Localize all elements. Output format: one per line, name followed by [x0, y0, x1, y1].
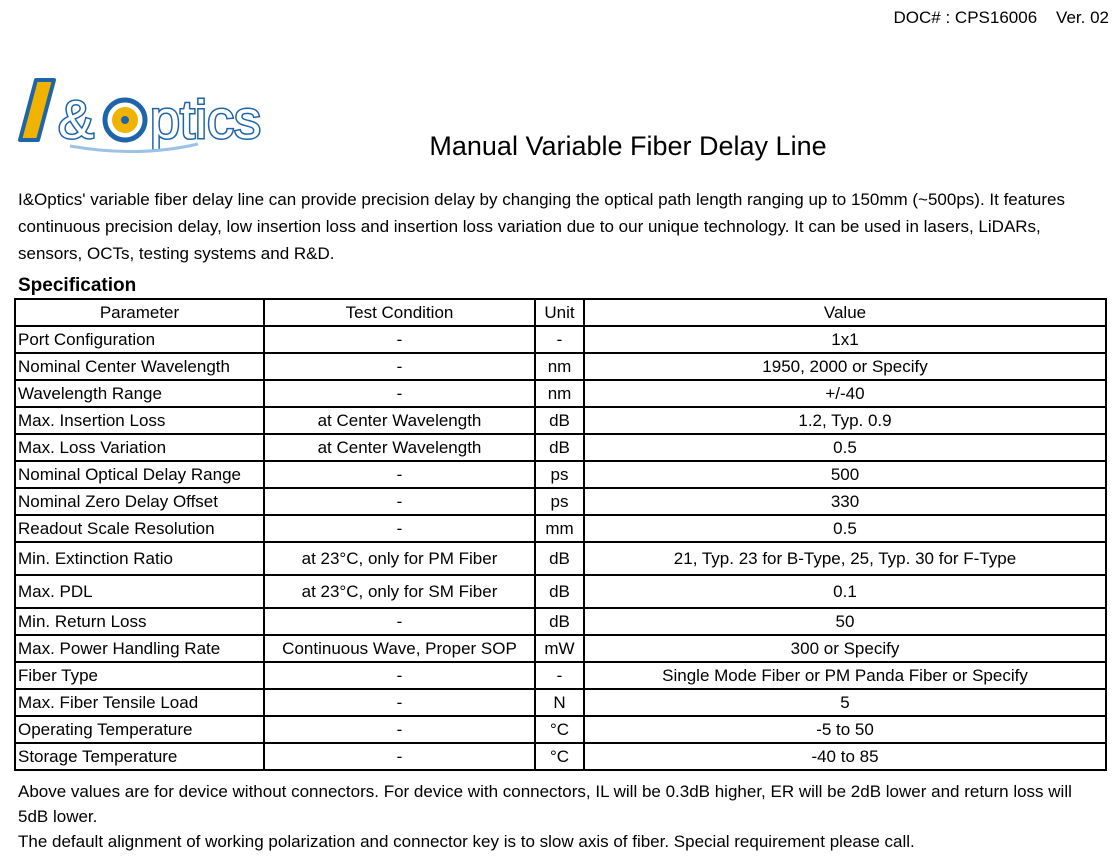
table-row: [15, 461, 1106, 488]
table-row: [15, 407, 1106, 434]
cell-value: 330: [584, 488, 1106, 515]
cell-parameter: Fiber Type: [15, 662, 264, 689]
svg-text:ptics: ptics: [150, 90, 262, 150]
table-row: [15, 326, 1106, 353]
table-row: [15, 716, 1106, 743]
page-title: Manual Variable Fiber Delay Line: [429, 131, 827, 161]
cell-parameter: Readout Scale Resolution: [15, 515, 264, 542]
cell-value: 1950, 2000 or Specify: [584, 353, 1106, 380]
intro-paragraph: I&Optics' variable fiber delay line can provide precision delay by changing the optical path length ranging up to 150mm (~500ps). It features continuous precision delay, low insertion loss and insertion loss variation due to our unique technology. It can be used in lasers, LiDARs, sensors, OCTs, testing systems and R&D.: [18, 190, 1066, 263]
cell-value: -40 to 85: [584, 743, 1106, 770]
specification-heading: Specification: [18, 275, 137, 296]
cell-unit: °C: [535, 716, 584, 743]
table-row: [15, 353, 1106, 380]
cell-unit: dB: [535, 407, 584, 434]
cell-unit: dB: [535, 434, 584, 461]
table-row: [15, 542, 1106, 575]
cell-condition: -: [264, 689, 535, 716]
cell-value: 50: [584, 608, 1106, 635]
cell-parameter: Operating Temperature: [15, 716, 264, 743]
cell-condition: -: [264, 353, 535, 380]
cell-condition: Continuous Wave, Proper SOP: [264, 635, 535, 662]
cell-condition: at Center Wavelength: [264, 434, 535, 461]
cell-parameter: Storage Temperature: [15, 743, 264, 770]
cell-condition: -: [264, 461, 535, 488]
table-header-row: [15, 299, 1106, 326]
notes-section: [18, 779, 1103, 854]
cell-parameter: Max. Insertion Loss: [15, 407, 264, 434]
column-header-value: Value: [584, 299, 1106, 326]
specification-table: [14, 298, 1107, 771]
cell-parameter: Max. PDL: [15, 575, 264, 608]
note-connectors: Above values are for device without connectors. For device with connectors, IL will be 0.3dB higher, ER will be 2dB lower and return loss will 5dB lower.: [18, 782, 1072, 826]
cell-value: 0.5: [584, 434, 1106, 461]
table-row: [15, 380, 1106, 407]
cell-unit: -: [535, 326, 584, 353]
cell-parameter: Min. Extinction Ratio: [15, 542, 264, 575]
cell-unit: dB: [535, 575, 584, 608]
cell-unit: mm: [535, 515, 584, 542]
cell-value: 1.2, Typ. 0.9: [584, 407, 1106, 434]
table-row: [15, 515, 1106, 542]
cell-condition: at 23°C, only for PM Fiber: [264, 542, 535, 575]
cell-parameter: Max. Power Handling Rate: [15, 635, 264, 662]
table-row: [15, 689, 1106, 716]
cell-unit: nm: [535, 353, 584, 380]
cell-condition: -: [264, 326, 535, 353]
cell-condition: -: [264, 743, 535, 770]
cell-value: -5 to 50: [584, 716, 1106, 743]
cell-condition: -: [264, 662, 535, 689]
cell-condition: -: [264, 716, 535, 743]
cell-unit: -: [535, 662, 584, 689]
cell-unit: dB: [535, 608, 584, 635]
cell-unit: °C: [535, 743, 584, 770]
table-row: [15, 575, 1106, 608]
cell-value: Single Mode Fiber or PM Panda Fiber or Specify: [584, 662, 1106, 689]
cell-unit: mW: [535, 635, 584, 662]
table-row: [15, 488, 1106, 515]
table-row: [15, 434, 1106, 461]
cell-parameter: Max. Loss Variation: [15, 434, 264, 461]
cell-value: 21, Typ. 23 for B-Type, 25, Typ. 30 for F-Type: [584, 542, 1106, 575]
cell-condition: at Center Wavelength: [264, 407, 535, 434]
cell-unit: nm: [535, 380, 584, 407]
cell-value: 500: [584, 461, 1106, 488]
cell-value: 1x1: [584, 326, 1106, 353]
cell-value: 300 or Specify: [584, 635, 1106, 662]
cell-value: 0.1: [584, 575, 1106, 608]
cell-condition: at 23°C, only for SM Fiber: [264, 575, 535, 608]
column-header-unit: Unit: [535, 299, 584, 326]
table-row: [15, 662, 1106, 689]
cell-condition: -: [264, 380, 535, 407]
svg-text:&: &: [58, 90, 95, 150]
cell-parameter: Wavelength Range: [15, 380, 264, 407]
cell-parameter: Min. Return Loss: [15, 608, 264, 635]
column-header-parameter: Parameter: [15, 299, 264, 326]
table-row: [15, 743, 1106, 770]
note-polarization: The default alignment of working polarization and connector key is to slow axis of fiber. Special requirement please call.: [18, 832, 915, 851]
cell-value: 0.5: [584, 515, 1106, 542]
cell-parameter: Nominal Optical Delay Range: [15, 461, 264, 488]
cell-parameter: Max. Fiber Tensile Load: [15, 689, 264, 716]
cell-parameter: Nominal Center Wavelength: [15, 353, 264, 380]
cell-parameter: Nominal Zero Delay Offset: [15, 488, 264, 515]
document-id: DOC# : CPS16006 Ver. 02: [893, 8, 1109, 27]
table-row: [15, 635, 1106, 662]
cell-unit: ps: [535, 461, 584, 488]
cell-unit: dB: [535, 542, 584, 575]
cell-condition: -: [264, 488, 535, 515]
cell-value: +/-40: [584, 380, 1106, 407]
column-header-condition: Test Condition: [264, 299, 535, 326]
cell-parameter: Port Configuration: [15, 326, 264, 353]
table-row: [15, 608, 1106, 635]
cell-unit: ps: [535, 488, 584, 515]
cell-condition: -: [264, 515, 535, 542]
cell-condition: -: [264, 608, 535, 635]
cell-value: 5: [584, 689, 1106, 716]
cell-unit: N: [535, 689, 584, 716]
